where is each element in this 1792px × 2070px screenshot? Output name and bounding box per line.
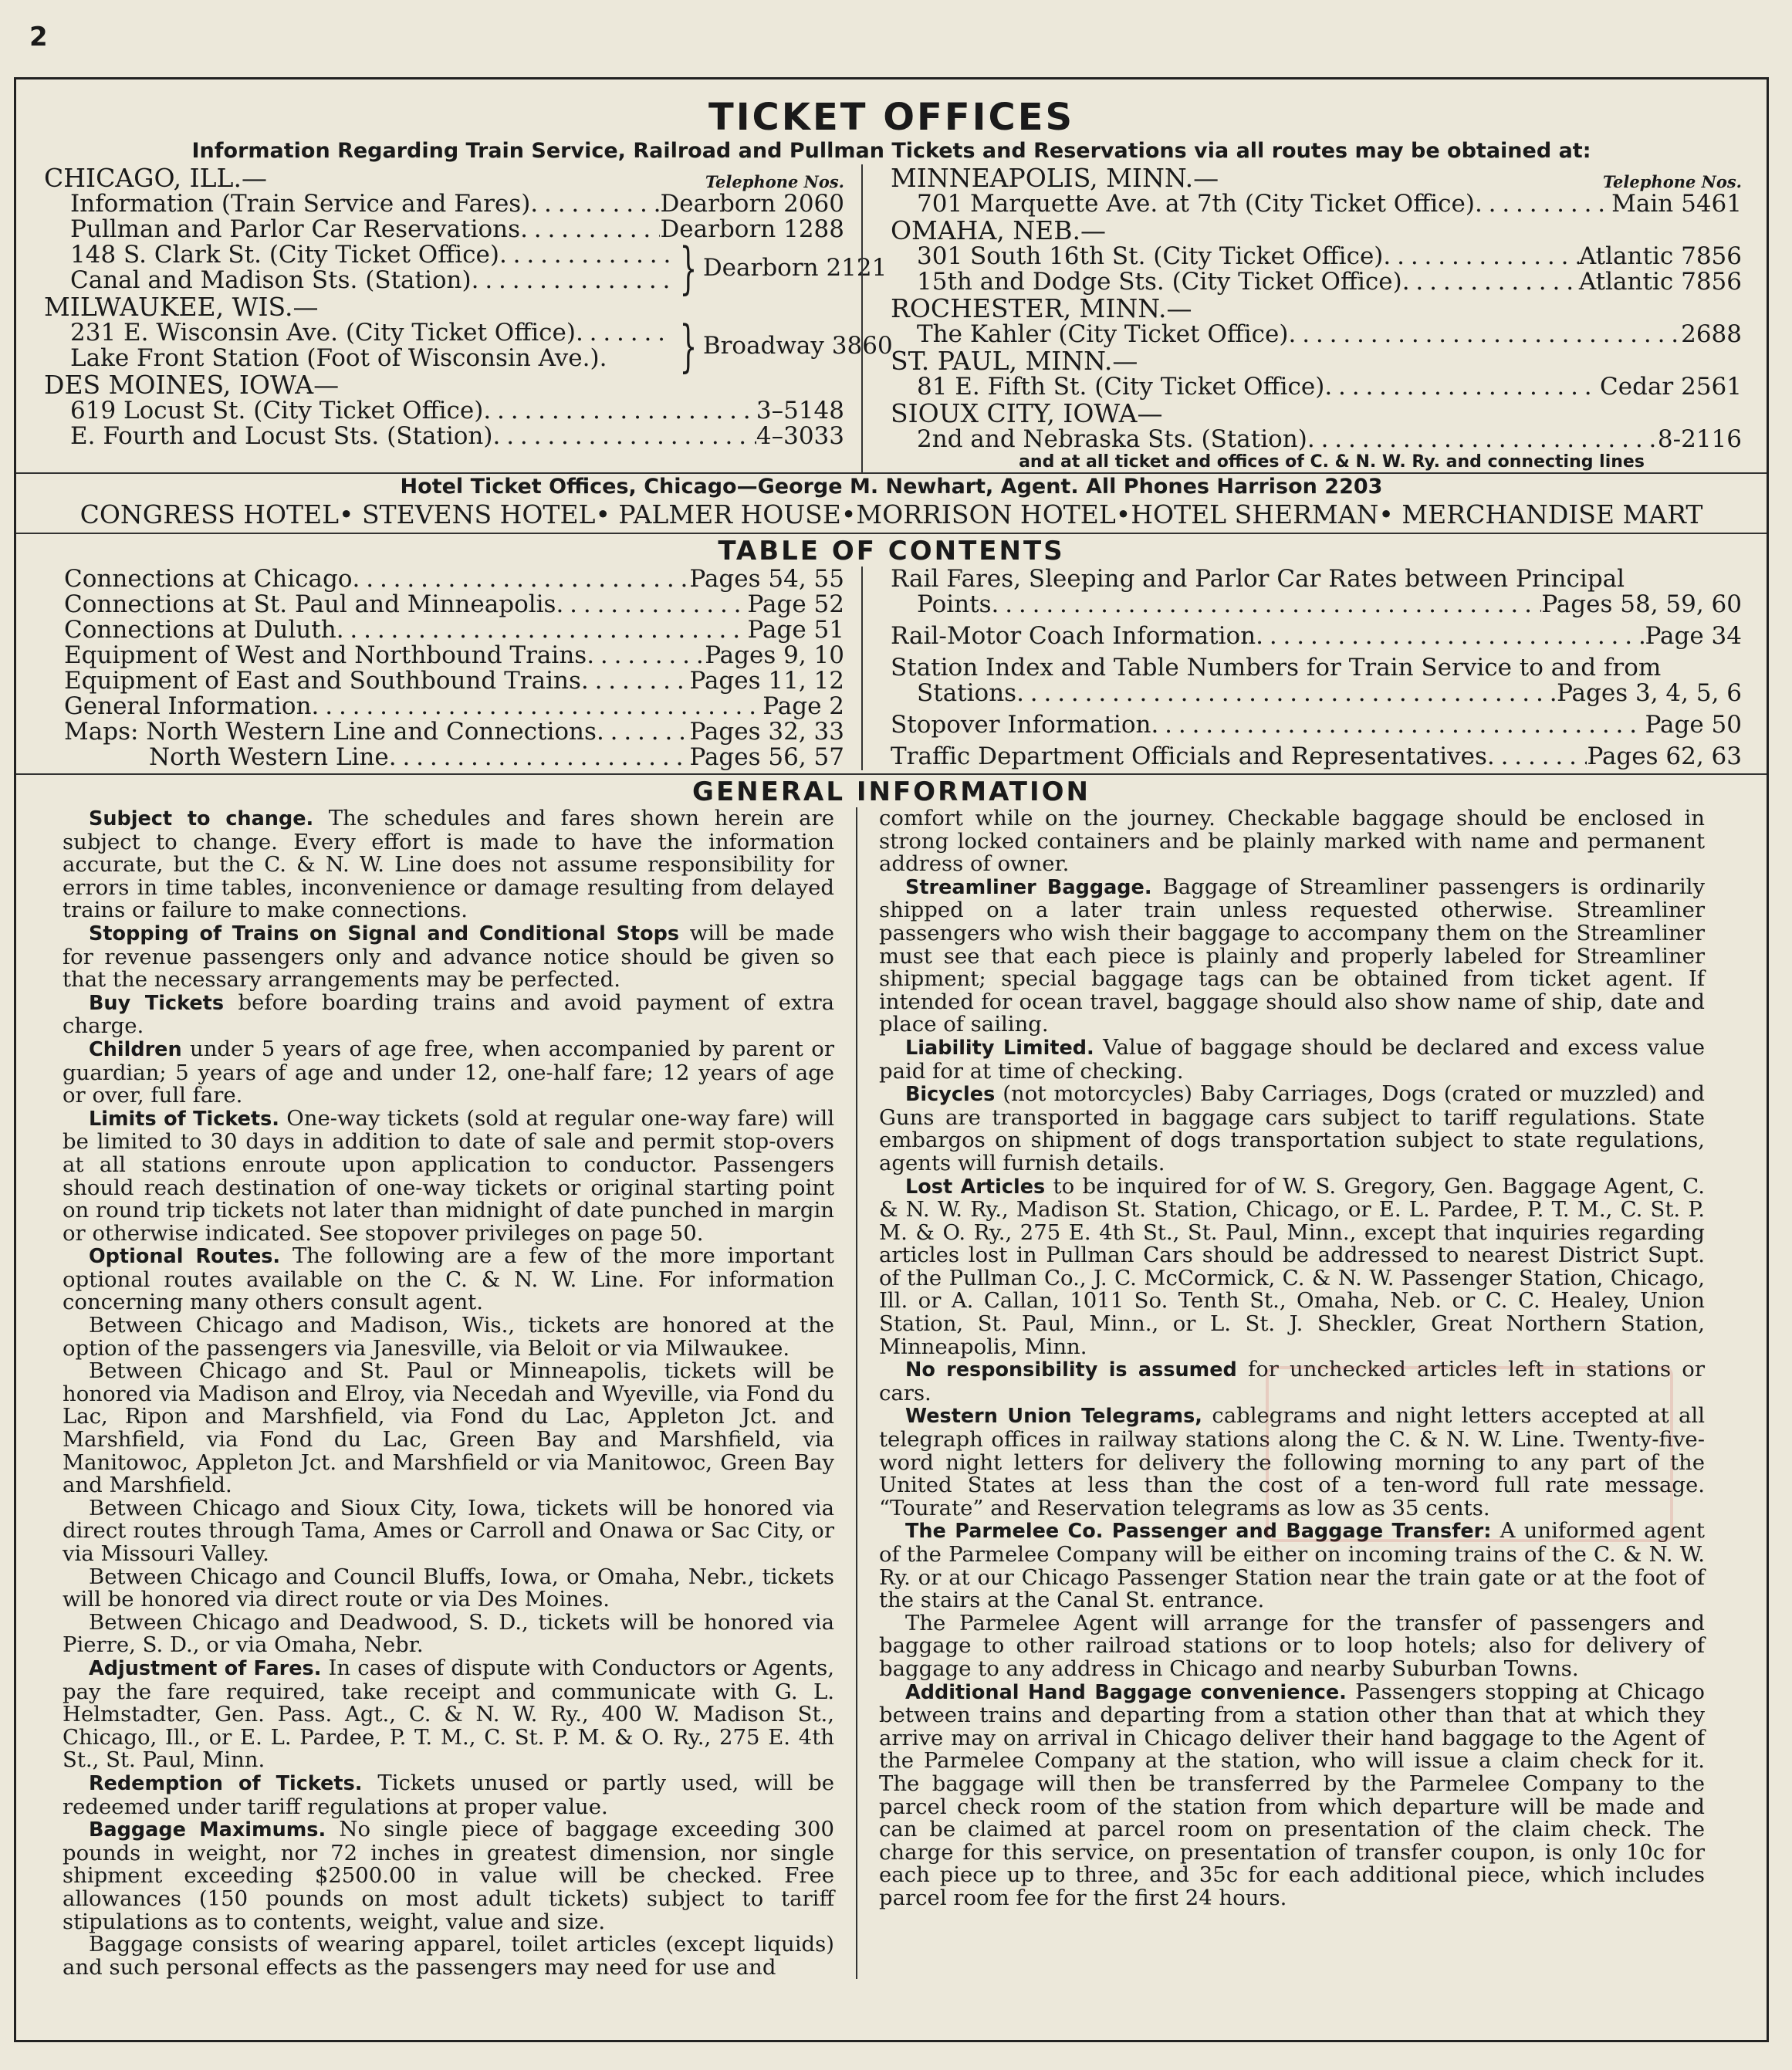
toc-entry[interactable]: Stopover Information . . . Page 50 bbox=[891, 712, 1742, 738]
paragraph-heading: The Parmelee Co. Passenger and Baggage Transfer: bbox=[905, 1520, 1492, 1544]
info-paragraph: Liability Limited. Value of baggage should be declared and excess value paid for at time of checking. bbox=[879, 1034, 1705, 1084]
toc-entry[interactable]: Points . . . Pages 58, 59, 60 bbox=[891, 592, 1742, 617]
toc-entry[interactable]: General Information . . . Page 2 bbox=[64, 694, 844, 719]
office-row: The Kahler (City Ticket Office) . . . 2688 bbox=[891, 322, 1742, 347]
telephone-header-right: Telephone Nos. bbox=[1602, 172, 1742, 191]
telephone-header-left: Telephone Nos. bbox=[705, 172, 844, 191]
toc-entry[interactable]: Connections at Duluth . . . Page 51 bbox=[64, 617, 844, 643]
info-paragraph: Between Chicago and Madison, Wis., tickets are honored at the option of the passengers via Janesville, via Beloit or via Milwaukee. bbox=[63, 1313, 834, 1361]
office-row: 15th and Dodge Sts. (City Ticket Office) . . . Atlantic 7856 bbox=[891, 269, 1742, 295]
info-paragraph: Redemption of Tickets. Tickets unused or partly used, will be redeemed under tariff regulations at proper value. bbox=[63, 1770, 834, 1819]
brace-symbol: } bbox=[679, 235, 698, 300]
paragraph-heading: Subject to change. bbox=[89, 807, 314, 830]
office-row: Pullman and Parlor Car Reservations . . . Dearborn 1288 bbox=[44, 217, 844, 242]
ticket-offices-right bbox=[861, 164, 1767, 472]
city-sioux-city: SIOUX CITY, IOWA— bbox=[891, 398, 1163, 428]
info-paragraph: comfort while on the journey. Checkable baggage should be enclosed in strong locked containers and be plainly marked with name and permanent address of owner. bbox=[879, 806, 1705, 877]
office-row: 301 South 16th St. (City Ticket Office) . . . Atlantic 7856 bbox=[891, 244, 1742, 269]
city-rochester: ROCHESTER, MINN.— bbox=[891, 293, 1192, 323]
toc-entry[interactable]: Stations . . . Pages 3, 4, 5, 6 bbox=[891, 681, 1742, 706]
info-paragraph: Buy Tickets before boarding trains and avoid payment of extra charge. bbox=[63, 989, 834, 1039]
office-group-chicago: 148 S. Clark St. (City Ticket Office) . . . Canal and Madison Sts. (Station) . . . } Dearborn 2121 bbox=[44, 242, 844, 293]
paragraph-heading: Lost Articles bbox=[905, 1175, 1046, 1199]
toc-entry[interactable]: Rail-Motor Coach Information . . . Page 34 bbox=[891, 624, 1742, 649]
paragraph-heading: Optional Routes. bbox=[89, 1245, 281, 1269]
info-paragraph: Additional Hand Baggage convenience. Passengers stopping at Chicago between trains and departing from a station other than that at which they arrive may on arrival in Chicago deliver their hand baggage to the Agent of the Parmelee Company at the station, who will issue a claim check for it. The baggage will then be transferred by the Parmelee Company to the parcel check room of the station from which departure will be made and can be claimed at parcel room on presentation of the claim check. The charge for this service, on presentation of transfer coupon, is only 10c for each piece up to three, and 35c for each additional piece, which includes parcel room fee for the first 24 hours. bbox=[879, 1679, 1705, 1910]
info-paragraph: Lost Articles to be inquired for of W. S. Gregory, Gen. Baggage Agent, C. & N. W. Ry., Madison St. Station, Chicago, or E. L. Pardee, P. T. M., C. St. P. M. & O. Ry., 275 E. 4th St., St. Paul, Minn., except that inquiries regarding articles lost in Pullman Cars should be addressed to nearest District Supt. of the Pullman Co., J. C. McCormick, C. & N. W. Passenger Station, Chicago, Ill. or A. Callan, 1011 So. Tenth St., Omaha, Neb. or C. C. Healey, Union Station, St. Paul, Minn., or L. St. J. Sheckler, Great Northern Station, Minneapolis, Minn. bbox=[879, 1173, 1705, 1359]
paragraph-heading: Streamliner Baggage. bbox=[905, 875, 1152, 899]
toc-entry[interactable]: Station Index and Table Numbers for Train Service to and from bbox=[891, 654, 1662, 682]
info-paragraph: Subject to change. The schedules and fares shown herein are subject to change. Every effort is made to have the information accurate, but the C. & N. W. Line does not assume responsibility for errors in time tables, inconvenience or damage resulting from delayed trains or failure to make connections. bbox=[63, 806, 834, 923]
paragraph-heading: Redemption of Tickets. bbox=[89, 1771, 363, 1795]
info-paragraph: Western Union Telegrams, cablegrams and night letters accepted at all telegraph offices in railway stations along the C. & N. W. Line. Twenty-five-word night letters for delivery the following morning to any part of the United States at less than the cost of a ten-word full rate message. “Tourate” and Reservation telegrams as low as 35 cents. bbox=[879, 1403, 1705, 1520]
info-paragraph: Between Chicago and St. Paul or Minneapolis, tickets will be honored via Madison and Elroy, via Necedah and Wyeville, via Fond du Lac, Ripon and Marshfield, via Fond du Lac, Appleton Jct. and Marshfield, via Fond du Lac, Green Bay and Marshfield, via Manitowoc, Appleton Jct. and Marshfield or via Manitowoc, Green Bay and Marshfield. bbox=[63, 1358, 834, 1498]
hotel-offices-line: Hotel Ticket Offices, Chicago—George M. Newhart, Agent. All Phones Harrison 2203 bbox=[400, 475, 1383, 499]
paragraph-heading: Limits of Tickets. bbox=[89, 1107, 279, 1131]
info-paragraph: Bicycles (not motorcycles) Baby Carriages, Dogs (crated or muzzled) and Guns are transported in baggage cars subject to tariff regulations. State embargos on shipment of dogs transportation subject to state regulations, agents will furnish details. bbox=[879, 1081, 1705, 1175]
office-group-milwaukee: 231 E. Wisconsin Ave. (City Ticket Office) . . . Lake Front Station (Foot of Wisconsin Ave.). } Broadway 3860 bbox=[44, 320, 844, 371]
info-paragraph: Between Chicago and Sioux City, Iowa, tickets will be honored via direct routes through Tama, Ames or Carroll and Onawa or Sac City, or via Missouri Valley. bbox=[63, 1495, 834, 1566]
paragraph-heading: Stopping of Trains on Signal and Conditional Stops bbox=[89, 922, 680, 945]
office-row: 81 E. Fifth St. (City Ticket Office) . . . Cedar 2561 bbox=[891, 374, 1742, 400]
info-paragraph: No responsibility is assumed for unchecked articles left in stations or cars. bbox=[879, 1357, 1705, 1405]
info-paragraph: Adjustment of Fares. In cases of dispute with Conductors or Agents, pay the fare required, take receipt and communicate with G. L. Helmstadter, Gen. Pass. Agt., C. & N. W. Ry., 400 W. Madison St., Chicago, Ill., or E. L. Pardee, P. T. M., C. St. P. M. & O. Ry., 275 E. 4th St., St. Paul, Minn. bbox=[63, 1655, 835, 1773]
offices-footnote: and at all ticket and offices of C. & N. W. Ry. and connecting lines bbox=[1019, 452, 1645, 472]
info-paragraph: Optional Routes. The following are a few of the more important optional routes available on the C. & N. W. Line. For information concerning many others consult agent. bbox=[63, 1243, 834, 1315]
office-row: 701 Marquette Ave. at 7th (City Ticket Office) . . . Main 5461 bbox=[891, 191, 1742, 217]
page-frame bbox=[14, 77, 1769, 2042]
contents-title: TABLE OF CONTENTS bbox=[718, 536, 1065, 567]
paragraph-heading: Liability Limited. bbox=[905, 1036, 1094, 1060]
office-row: Information (Train Service and Fares) . . . Dearborn 2060 bbox=[44, 191, 844, 217]
divider bbox=[16, 773, 1767, 775]
city-milwaukee: MILWAUKEE, WIS.— bbox=[44, 292, 319, 322]
city-minneapolis: MINNEAPOLIS, MINN.— bbox=[891, 163, 1219, 193]
info-paragraph: Between Chicago and Council Bluffs, Iowa, or Omaha, Nebr., tickets will be honored via direct route or via Des Moines. bbox=[63, 1564, 834, 1612]
divider bbox=[16, 533, 1767, 534]
ticket-offices-left bbox=[16, 163, 893, 472]
info-paragraph: Stopping of Trains on Signal and Conditional Stops will be made for revenue passengers only and advance notice should be given so that the necessary arrangements may be perfected. bbox=[63, 920, 834, 993]
city-chicago: CHICAGO, ILL.— bbox=[44, 163, 267, 193]
contents-right bbox=[861, 567, 1767, 770]
ticket-offices-title: TICKET OFFICES bbox=[708, 96, 1075, 139]
ticket-offices-columns bbox=[16, 164, 1767, 472]
info-paragraph: Baggage Maximums. No single piece of baggage exceeding 300 pounds in weight, nor 72 inches in greatest dimension, nor single shipment exceeding $2500.00 in value will be checked. Free allowances (150 pounds on most adult tickets) subject to tariff stipulations as to contents, weight, value and size. bbox=[63, 1817, 835, 1934]
info-paragraph: The Parmelee Co. Passenger and Baggage Transfer: A uniformed agent of the Parmelee Company will be either on incoming trains of the C. & N. W. Ry. or at our Chicago Passenger Station near the train gate or at the foot of the stairs at the Canal St. entrance. bbox=[879, 1518, 1705, 1613]
hotels-line: CONGRESS HOTEL• STEVENS HOTEL• PALMER HOUSE•MORRISON HOTEL•HOTEL SHERMAN• MERCHANDISE MART bbox=[79, 499, 1703, 529]
page-number: 2 bbox=[29, 22, 48, 52]
brace-symbol: } bbox=[679, 313, 698, 378]
paragraph-heading: No responsibility is assumed bbox=[905, 1358, 1237, 1382]
toc-entry[interactable]: North Western Line . . . Pages 56, 57 bbox=[64, 745, 844, 770]
toc-entry[interactable]: Connections at St. Paul and Minneapolis . . . Page 52 bbox=[64, 592, 844, 617]
paragraph-heading: Western Union Telegrams, bbox=[905, 1405, 1202, 1429]
general-info-title: GENERAL INFORMATION bbox=[692, 776, 1090, 807]
info-paragraph: The Parmelee Agent will arrange for the transfer of passengers and baggage to other railroad stations or to loop hotels; also for delivery of baggage to any address in Chicago and nearby Suburban Towns. bbox=[879, 1610, 1705, 1681]
toc-entry[interactable]: Rail Fares, Sleeping and Parlor Car Rates between Principal bbox=[891, 565, 1625, 593]
office-row: 2nd and Nebraska Sts. (Station) . . . 8-2116 bbox=[891, 427, 1742, 452]
toc-entry[interactable]: Connections at Chicago . . . Pages 54, 55 bbox=[64, 567, 844, 592]
paragraph-heading: Adjustment of Fares. bbox=[89, 1656, 322, 1680]
contents-left bbox=[16, 567, 861, 770]
toc-entry[interactable]: Equipment of West and Northbound Trains . . . Pages 9, 10 bbox=[64, 643, 844, 668]
info-paragraph: Streamliner Baggage. Baggage of Streamliner passengers is ordinarily shipped on a later train unless requested otherwise. Streamliner passengers who wish their baggage to accompany them on the Streamliner must see that each piece is plainly and properly labeled for Streamliner shipment; special baggage tags can be obtained from ticket agent. If intended for ocean travel, baggage should also show name of ship, date and place of sailing. bbox=[879, 874, 1705, 1037]
office-row: E. Fourth and Locust Sts. (Station) . . . 4–3033 bbox=[44, 424, 844, 449]
city-omaha: OMAHA, NEB.— bbox=[891, 215, 1106, 245]
office-row: 619 Locust St. (City Ticket Office) . . . 3–5148 bbox=[44, 398, 844, 424]
toc-entry[interactable]: Traffic Department Officials and Representatives . . . Pages 62, 63 bbox=[891, 744, 1742, 769]
paragraph-heading: Bicycles bbox=[905, 1083, 996, 1107]
paragraph-heading: Additional Hand Baggage convenience. bbox=[905, 1680, 1347, 1704]
general-info-right bbox=[856, 807, 1705, 1979]
paragraph-heading: Children bbox=[89, 1037, 182, 1061]
city-st-paul: ST. PAUL, MINN.— bbox=[891, 346, 1138, 376]
info-paragraph: Children under 5 years of age free, when accompanied by parent or guardian; 5 years of age and under 12, one-half fare; 12 years of age or over, full fare. bbox=[63, 1036, 834, 1108]
general-info-left bbox=[63, 807, 856, 1979]
contents-columns bbox=[16, 567, 1767, 773]
info-paragraph: Limits of Tickets. One-way tickets (sold at regular one-way fare) will be limited to 30 days in addition to date of sale and permit stop-overs at all stations enroute upon application to conductor. Passengers should reach destination of one-way tickets or original starting point on round trip tickets not later than midnight of date punched in margin or otherwise indicated. See stopover privileges on page 50. bbox=[63, 1105, 834, 1246]
toc-entry[interactable]: Equipment of East and Southbound Trains . . . Pages 11, 12 bbox=[64, 668, 844, 694]
paragraph-heading: Baggage Maximums. bbox=[89, 1818, 326, 1842]
paragraph-heading: Buy Tickets bbox=[89, 991, 225, 1015]
general-info-columns bbox=[16, 807, 1767, 1979]
info-paragraph: Between Chicago and Deadwood, S. D., tickets will be honored via Pierre, S. D., or via Omaha, Nebr. bbox=[63, 1609, 834, 1658]
info-paragraph: Baggage consists of wearing apparel, toilet articles (except liquids) and such personal effects as the passengers may need for use and bbox=[63, 1932, 834, 1980]
city-des-moines: DES MOINES, IOWA— bbox=[44, 370, 340, 400]
toc-entry[interactable]: Maps: North Western Line and Connections . . . Pages 32, 33 bbox=[64, 719, 844, 745]
ticket-offices-subtitle: Information Regarding Train Service, Railroad and Pullman Tickets and Reservations via all routes may be obtained at: bbox=[191, 139, 1591, 163]
